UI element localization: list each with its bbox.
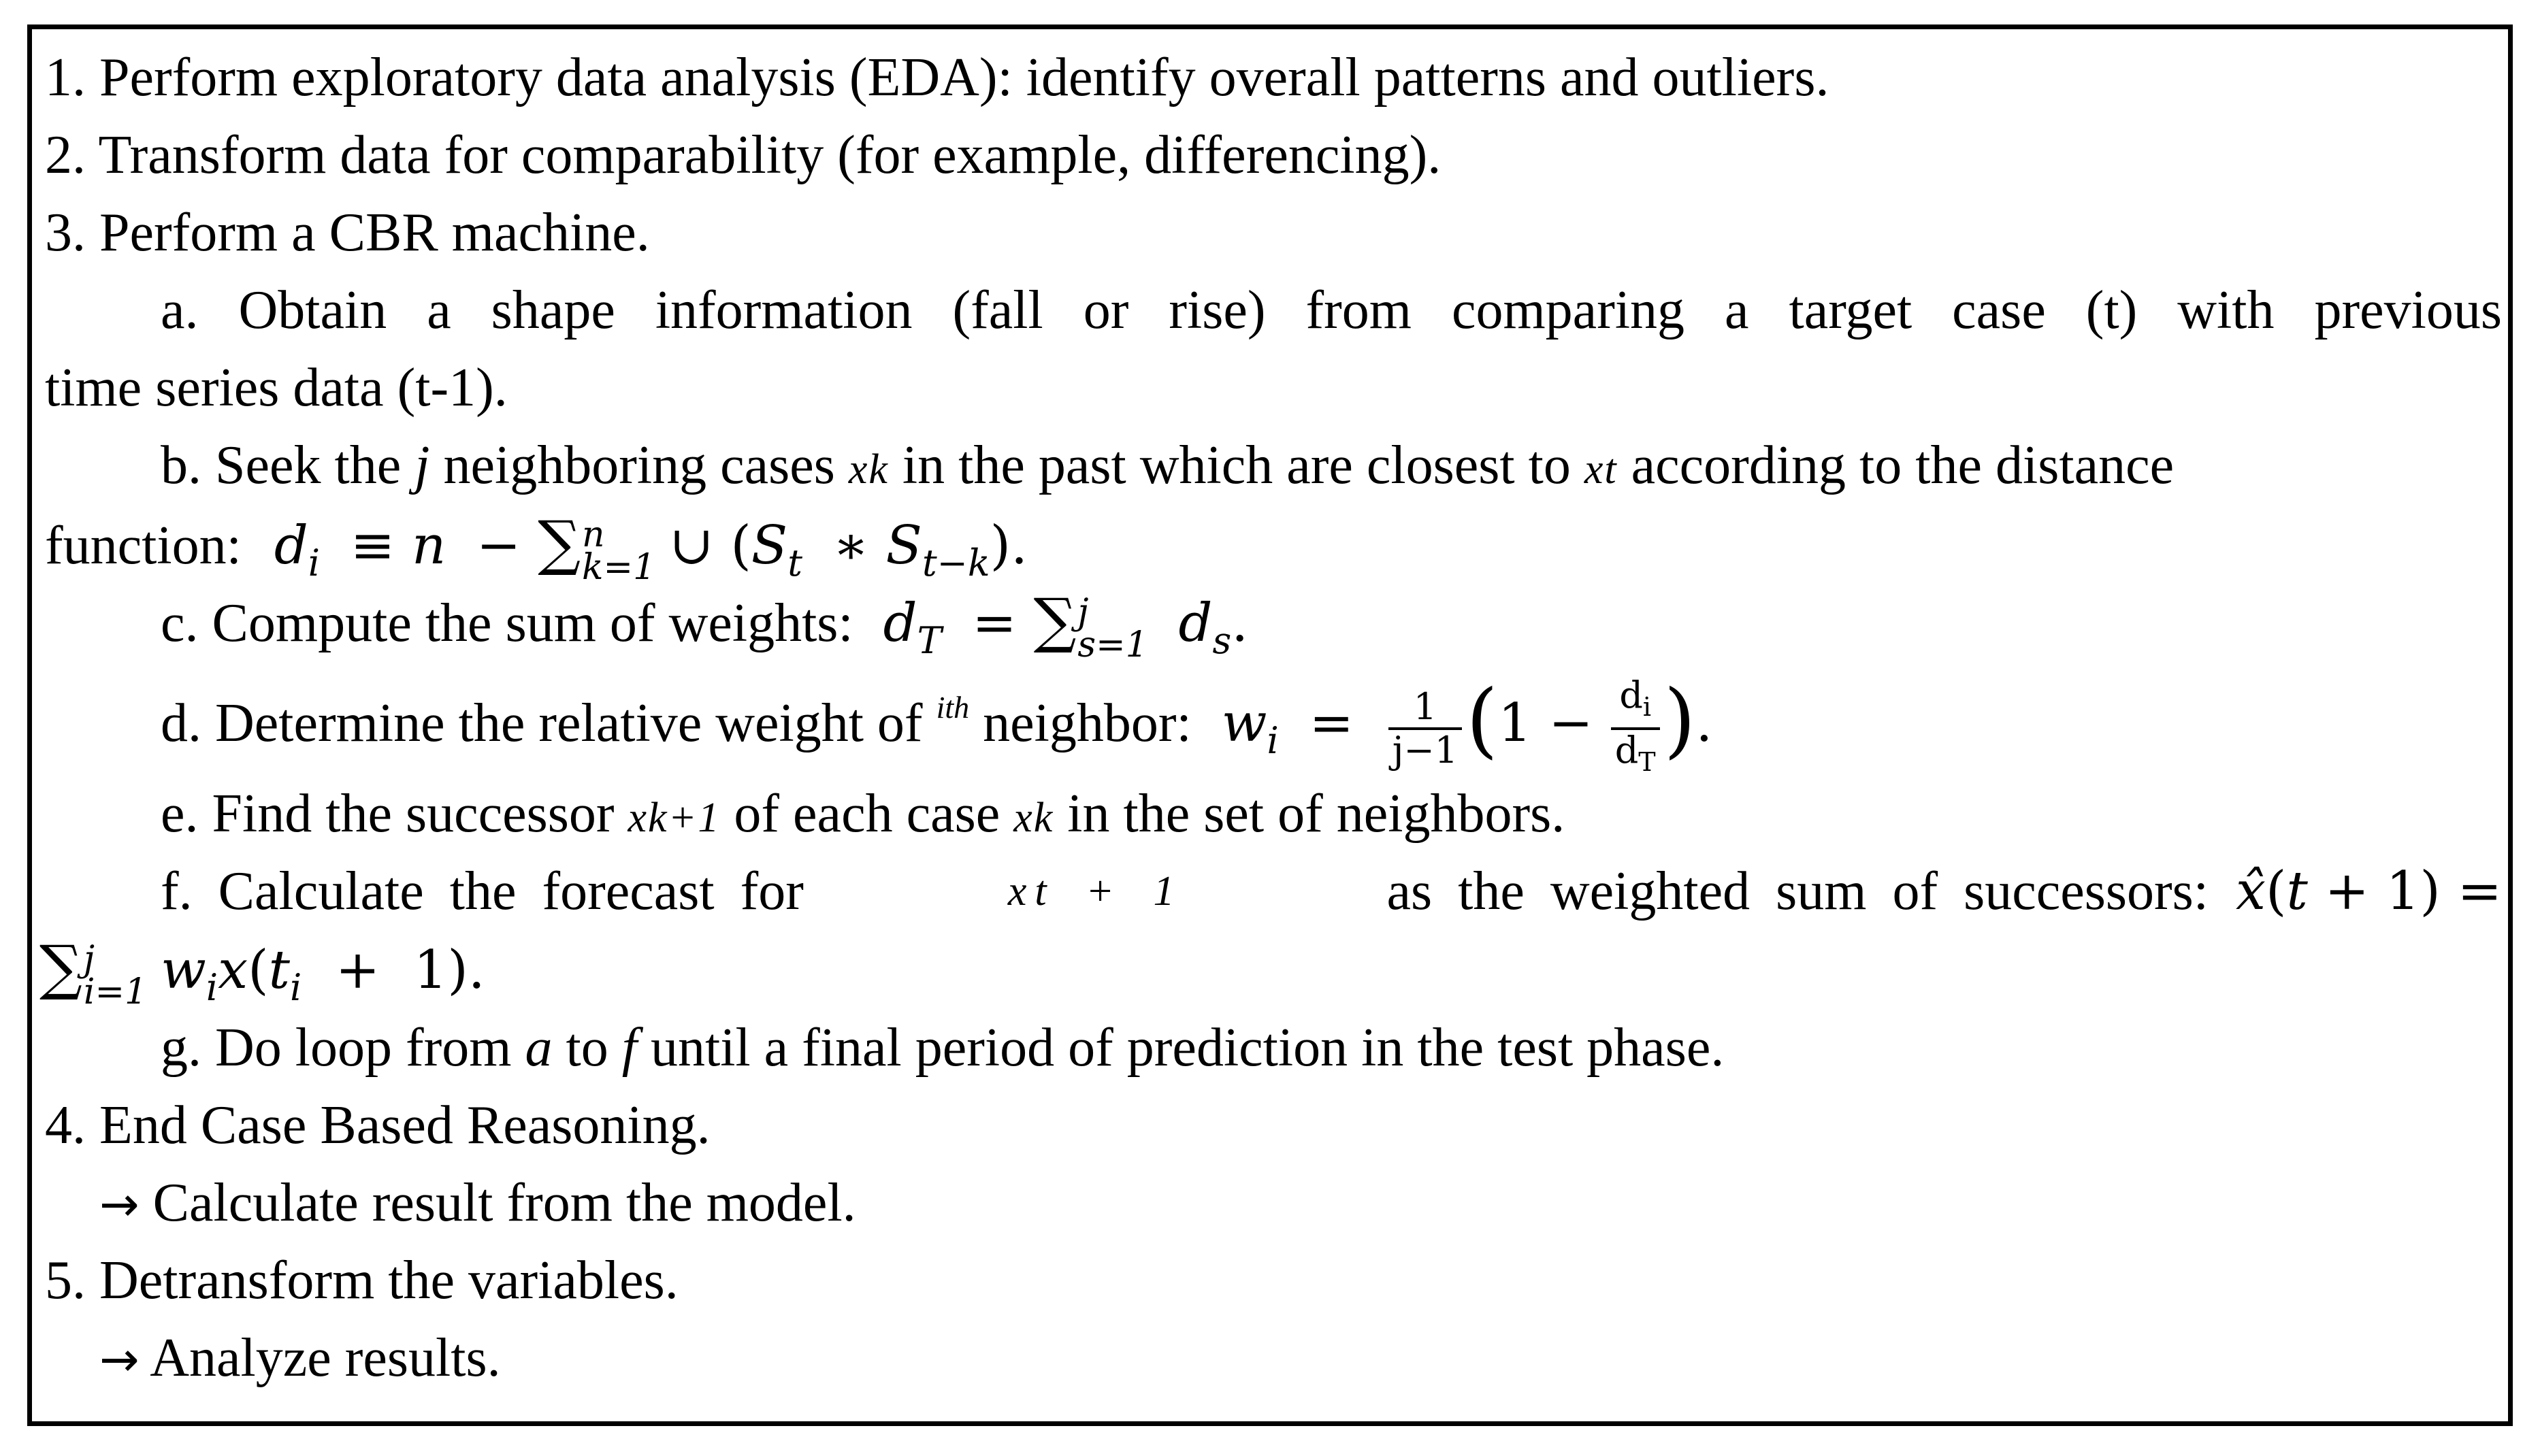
step-3a-text-cont: time series data (t-1). — [45, 358, 508, 418]
step-3c — [161, 586, 1248, 675]
step-3f-line1 — [161, 857, 2502, 925]
step-3a-text: a. Obtain a shape information (fall or rise) from comparing a target case (t) with previous — [161, 280, 2502, 340]
step-3b-text-cont: function: — [45, 516, 242, 576]
step-4-result — [99, 1169, 856, 1238]
step-3e — [161, 780, 1565, 852]
forecast-formula-part1: x̂(t + 1) = — [2236, 861, 2502, 922]
step-3g-text: g. Do loop from a to f until a final period of prediction in the test phase. — [161, 1018, 1725, 1078]
sum-weights-formula: $d_T$ = ∑ j s=1 $d_s$. — [883, 585, 1248, 665]
step-2-text: 2. Transform data for comparability (for example, differencing). — [45, 125, 1442, 185]
step-5-result-text: Analyze results. — [150, 1328, 501, 1388]
step-1-text: 1. Perform exploratory data analysis (EDA): identify overall patterns and outliers. — [45, 48, 1829, 107]
step-3f-line2 — [39, 933, 485, 1022]
relative-weight-formula: $w_i$ = $\frac{1}{j-1}$ (1 − $\frac{d_i}{d_T}$ ). — [1221, 673, 1713, 777]
step-5-text: 5. Detransform the variables. — [45, 1251, 679, 1310]
step-3g — [161, 1014, 1724, 1082]
step-3a-line1 — [161, 276, 2502, 344]
step-2 — [45, 121, 1441, 189]
distance-function-formula: $d_i \equiv n$ − ∑ n k=1 ∪ ($S_t$ ∗ $S_{t-k}$). — [274, 508, 1028, 588]
step-3b-text: b. Seek the j neighboring cases xk in the past which are closest to xt according to the distance — [161, 435, 2175, 495]
step-5-result — [99, 1324, 501, 1393]
step-3a-line2 — [45, 354, 508, 422]
step-3 — [45, 199, 650, 267]
step-4-result-text: Calculate result from the model. — [152, 1173, 856, 1233]
step-3e-text: e. Find the successor xk+1 of each case xk in the set of neighbors. — [161, 784, 1565, 844]
right-arrow-icon: → — [99, 1176, 140, 1232]
step-3b-line1 — [161, 431, 2502, 503]
forecast-formula-part2: ∑ j i=1 $w_ix(t_i + 1)$. — [39, 932, 485, 1012]
step-3c-text: c. Compute the sum of weights: — [161, 593, 853, 653]
step-4 — [45, 1091, 711, 1159]
step-5 — [45, 1246, 679, 1314]
step-3d-text: d. Determine the relative weight of $^{ith}$ neighbor: — [161, 690, 1192, 753]
step-3b-line2 — [45, 509, 1028, 597]
step-3f-text: f. Calculate the forecast for xt + 1 as the weighted sum of successors: — [161, 861, 2209, 921]
right-arrow-icon: → — [99, 1331, 140, 1387]
step-3-text: 3. Perform a CBR machine. — [45, 203, 650, 263]
step-4-text: 4. End Case Based Reasoning. — [45, 1095, 711, 1155]
step-1 — [45, 44, 1829, 112]
step-3d — [161, 674, 1712, 782]
